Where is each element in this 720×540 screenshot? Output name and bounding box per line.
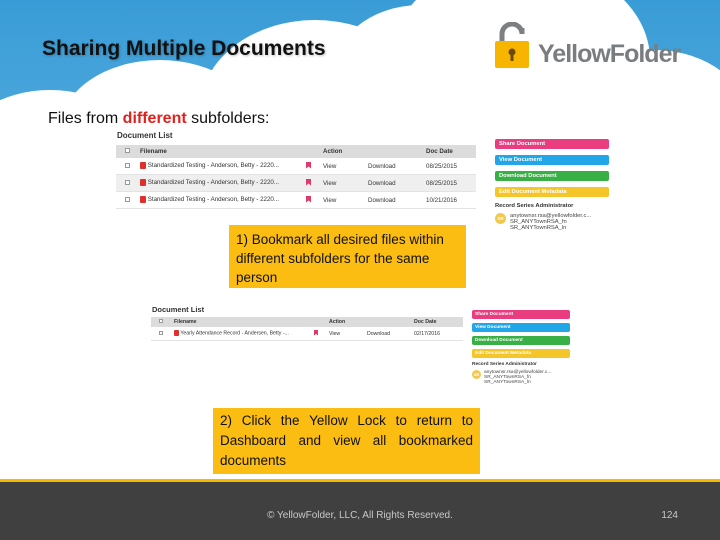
doc-date: 08/25/2015 xyxy=(426,162,457,170)
header-action: Action xyxy=(329,319,346,325)
rsa-entry xyxy=(495,213,609,231)
header-action: Action xyxy=(323,148,343,155)
header-doc-date: Doc Date xyxy=(414,319,437,325)
share-document-button[interactable]: Share Document xyxy=(472,310,570,319)
table-header xyxy=(151,317,463,327)
step-2-callout: 2) Click the Yellow Lock to return to Dashboard and view all bookmarked documents xyxy=(213,408,480,474)
avatar: SR xyxy=(495,213,506,224)
table-row[interactable] xyxy=(116,158,476,175)
bookmark-icon[interactable] xyxy=(306,162,311,169)
view-link[interactable]: View xyxy=(329,330,341,337)
rsa-entry xyxy=(472,370,570,385)
filename[interactable]: Standardized Testing - Anderson, Betty - 2220... xyxy=(147,196,280,204)
download-link[interactable]: Download xyxy=(367,330,391,337)
page-number: 124 xyxy=(661,510,678,521)
avatar: SR xyxy=(473,372,480,377)
rsa-last-name: SR_ANYTownRSA_ln xyxy=(510,225,567,231)
header-filename: Filename xyxy=(140,148,167,155)
bookmark-icon[interactable] xyxy=(306,179,311,186)
doc-date: 08/25/2015 xyxy=(426,179,457,187)
yellowfolder-logo xyxy=(493,22,693,72)
document-actions xyxy=(472,310,570,385)
edit-metadata-button[interactable]: Edit Document Metadata xyxy=(495,187,609,197)
download-link[interactable]: Download xyxy=(368,162,396,170)
rsa-first-name: SR_ANYTownRSA_fn xyxy=(510,219,567,225)
bookmark-icon[interactable] xyxy=(306,196,311,203)
document-list-screenshot-2 xyxy=(148,303,574,391)
header-doc-date: Doc Date xyxy=(426,148,453,155)
pdf-icon xyxy=(174,330,179,336)
subtitle-post: subfolders: xyxy=(186,110,270,127)
slide-title: Sharing Multiple Documents xyxy=(42,37,326,60)
document-actions xyxy=(495,139,609,231)
subtitle xyxy=(48,110,269,128)
bookmark-icon[interactable] xyxy=(314,330,318,336)
filename[interactable]: Standardized Testing - Anderson, Betty - 2220... xyxy=(147,179,280,187)
document-table xyxy=(116,145,476,209)
header-filename: Filename xyxy=(174,319,197,325)
view-link[interactable]: View xyxy=(323,162,337,170)
step-1-callout: 1) Bookmark all desired files within different subfolders for the same person xyxy=(229,225,466,288)
view-link[interactable]: View xyxy=(323,196,337,204)
table-row[interactable] xyxy=(116,192,476,209)
subtitle-pre: Files from xyxy=(48,110,123,127)
row-checkbox[interactable] xyxy=(125,180,130,185)
document-list-title: Document List xyxy=(117,131,173,140)
download-document-button[interactable]: Download Document xyxy=(472,336,570,345)
subtitle-highlight: different xyxy=(122,110,187,127)
download-link[interactable]: Download xyxy=(368,196,396,204)
download-document-button[interactable]: Download Document xyxy=(495,171,609,181)
select-all-checkbox[interactable] xyxy=(125,148,130,153)
rsa-email[interactable]: anytownsr.rsa@yellowfolder.c... xyxy=(484,370,552,375)
rsa-email[interactable]: anytownsr.rsa@yellowfolder.c... xyxy=(510,213,592,219)
footer xyxy=(0,482,720,540)
document-table xyxy=(151,317,463,341)
pdf-icon xyxy=(140,196,146,203)
rsa-title: Record Series Administrator xyxy=(495,203,574,209)
yellow-lock-icon xyxy=(493,22,533,70)
pdf-icon xyxy=(140,162,146,169)
copyright-text: © YellowFolder, LLC, All Rights Reserved. xyxy=(267,510,453,521)
doc-date: 10/21/2016 xyxy=(426,196,457,204)
view-document-button[interactable]: View Document xyxy=(472,323,570,332)
rsa-title: Record Series Administrator xyxy=(472,362,537,367)
rsa-first-name: SR_ANYTownRSA_fn xyxy=(484,375,531,380)
row-checkbox[interactable] xyxy=(125,197,130,202)
document-list-title: Document List xyxy=(152,305,205,314)
filename[interactable]: Standardized Testing - Anderson, Betty - 2220... xyxy=(147,162,280,170)
document-list-screenshot-1 xyxy=(113,128,613,238)
download-link[interactable]: Download xyxy=(368,179,396,187)
pdf-icon xyxy=(140,179,146,186)
table-header xyxy=(116,145,476,158)
view-link[interactable]: View xyxy=(323,179,337,187)
row-checkbox[interactable] xyxy=(159,331,163,335)
select-all-checkbox[interactable] xyxy=(159,319,163,323)
rsa-last-name: SR_ANYTownRSA_ln xyxy=(484,380,531,385)
table-row[interactable] xyxy=(116,175,476,192)
view-document-button[interactable]: View Document xyxy=(495,155,609,165)
edit-metadata-button[interactable]: Edit Document Metadata xyxy=(472,349,570,358)
row-checkbox[interactable] xyxy=(125,163,130,168)
filename[interactable]: Yearly Attendance Record - Andersen, Betty -... xyxy=(180,330,289,337)
share-document-button[interactable]: Share Document xyxy=(495,139,609,149)
doc-date: 02/17/2016 xyxy=(414,330,440,337)
logo-text: YellowFolder xyxy=(538,40,681,68)
table-row[interactable] xyxy=(151,327,463,341)
